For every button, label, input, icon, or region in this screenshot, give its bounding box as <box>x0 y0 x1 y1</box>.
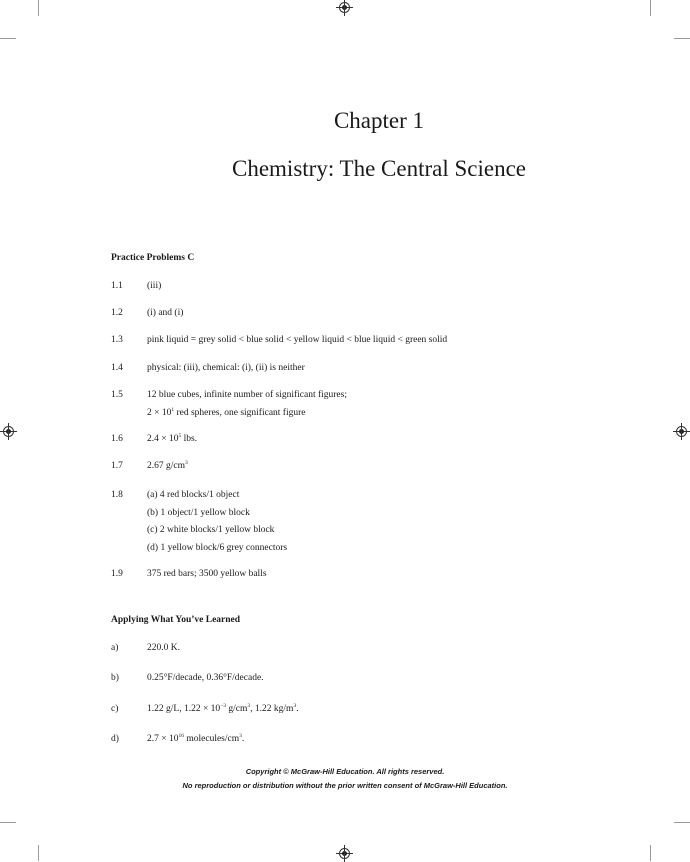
answer-number: 1.5 <box>111 390 123 400</box>
answer-number: 1.7 <box>111 461 123 471</box>
superscript: 3 <box>185 460 188 466</box>
answer-number: a) <box>111 643 119 653</box>
crop-mark <box>0 822 16 823</box>
practice-heading: Practice Problems C <box>111 253 195 263</box>
superscript: 1 <box>171 406 175 413</box>
answer-number: 1.6 <box>111 434 123 444</box>
answer-text <box>147 566 267 584</box>
answer-number: 1.3 <box>111 335 123 345</box>
superscript: −3 <box>220 703 227 709</box>
crop-mark <box>674 38 690 39</box>
answer-line: (iii) <box>147 281 162 291</box>
answer-number: 1.1 <box>111 281 123 291</box>
answer-line: (d) 1 yellow block/6 grey connectors <box>147 542 288 553</box>
answer-text <box>147 305 183 323</box>
answer-text <box>147 431 197 449</box>
answer-text <box>147 360 305 378</box>
chapter-number: Chapter 1 <box>333 108 425 133</box>
answer-text <box>147 701 299 719</box>
answer-text <box>147 332 447 350</box>
superscript: 3 <box>239 733 242 739</box>
answer-line: 12 blue cubes, infinite number of significant figures; <box>147 390 347 400</box>
crop-mark <box>674 822 690 823</box>
answer-text <box>147 487 287 557</box>
crop-mark <box>650 0 651 16</box>
answer-line: $2 \times 10^1$ red spheres, one significant figure <box>147 406 306 418</box>
answer-line: 375 red bars; 3500 yellow balls <box>147 569 267 579</box>
answer-number: 1.9 <box>111 569 123 579</box>
answer-line: 220.0 K. <box>147 643 180 653</box>
superscript: 3 <box>247 703 251 709</box>
answer-line: $2.7 \times 10^{16}$ molecules/$cm^3$. <box>147 733 245 744</box>
superscript: 16 <box>178 733 184 739</box>
answer-line: 2.67 $g/cm^3$ <box>147 460 188 471</box>
answer-text <box>147 458 188 476</box>
registration-mark-icon <box>339 2 350 13</box>
answer-number: d) <box>111 734 119 744</box>
reproduction-notice: No reproduction or distribution without the prior written consent of McGraw-Hill Education. <box>182 781 508 790</box>
answer-number: 1.2 <box>111 308 123 318</box>
answer-text <box>147 278 161 296</box>
crop-mark <box>38 0 39 16</box>
answer-line: (b) 1 object/1 yellow block <box>147 507 250 518</box>
answer-line: pink liquid = grey solid < blue solid < yellow liquid < blue liquid < green solid <box>147 335 448 345</box>
answer-line: 0.25°F/decade, 0.36°F/decade. <box>147 673 264 683</box>
answer-line: 1.22 g/L, $1.22 \times 10^{-3}$ $g/cm^3$, 1.22 $kg/m^3$. <box>147 703 299 714</box>
answer-line: $2.4 \times 10^5$ lbs. <box>147 433 198 444</box>
answer-text <box>147 640 180 658</box>
answer-text <box>147 670 264 688</box>
answer-line: (c) 2 white blocks/1 yellow block <box>147 525 275 535</box>
registration-mark-icon <box>3 426 14 437</box>
superscript: 5 <box>178 433 182 439</box>
crop-mark <box>0 38 16 39</box>
answer-line: (a) 4 red blocks/1 object <box>147 490 240 500</box>
copyright-line: Copyright © McGraw-Hill Education. All rights reserved. <box>245 767 445 776</box>
answer-number: b) <box>111 673 119 683</box>
answer-line: physical: (iii), chemical: (i), (ii) is neither <box>147 363 305 373</box>
answer-line: (i) and (i) <box>147 308 184 318</box>
registration-mark-icon <box>676 426 687 437</box>
chapter-title: Chemistry: The Central Science <box>231 156 527 181</box>
answer-text <box>147 731 244 749</box>
superscript: 3 <box>293 703 297 709</box>
crop-mark <box>38 845 39 861</box>
answer-text <box>147 387 347 422</box>
answer-number: 1.8 <box>111 490 123 500</box>
answer-number: c) <box>111 704 119 714</box>
registration-mark-icon <box>339 848 350 859</box>
crop-mark <box>650 845 651 861</box>
answer-number: 1.4 <box>111 363 123 373</box>
applying-heading: Applying What You’ve Learned <box>111 615 241 625</box>
